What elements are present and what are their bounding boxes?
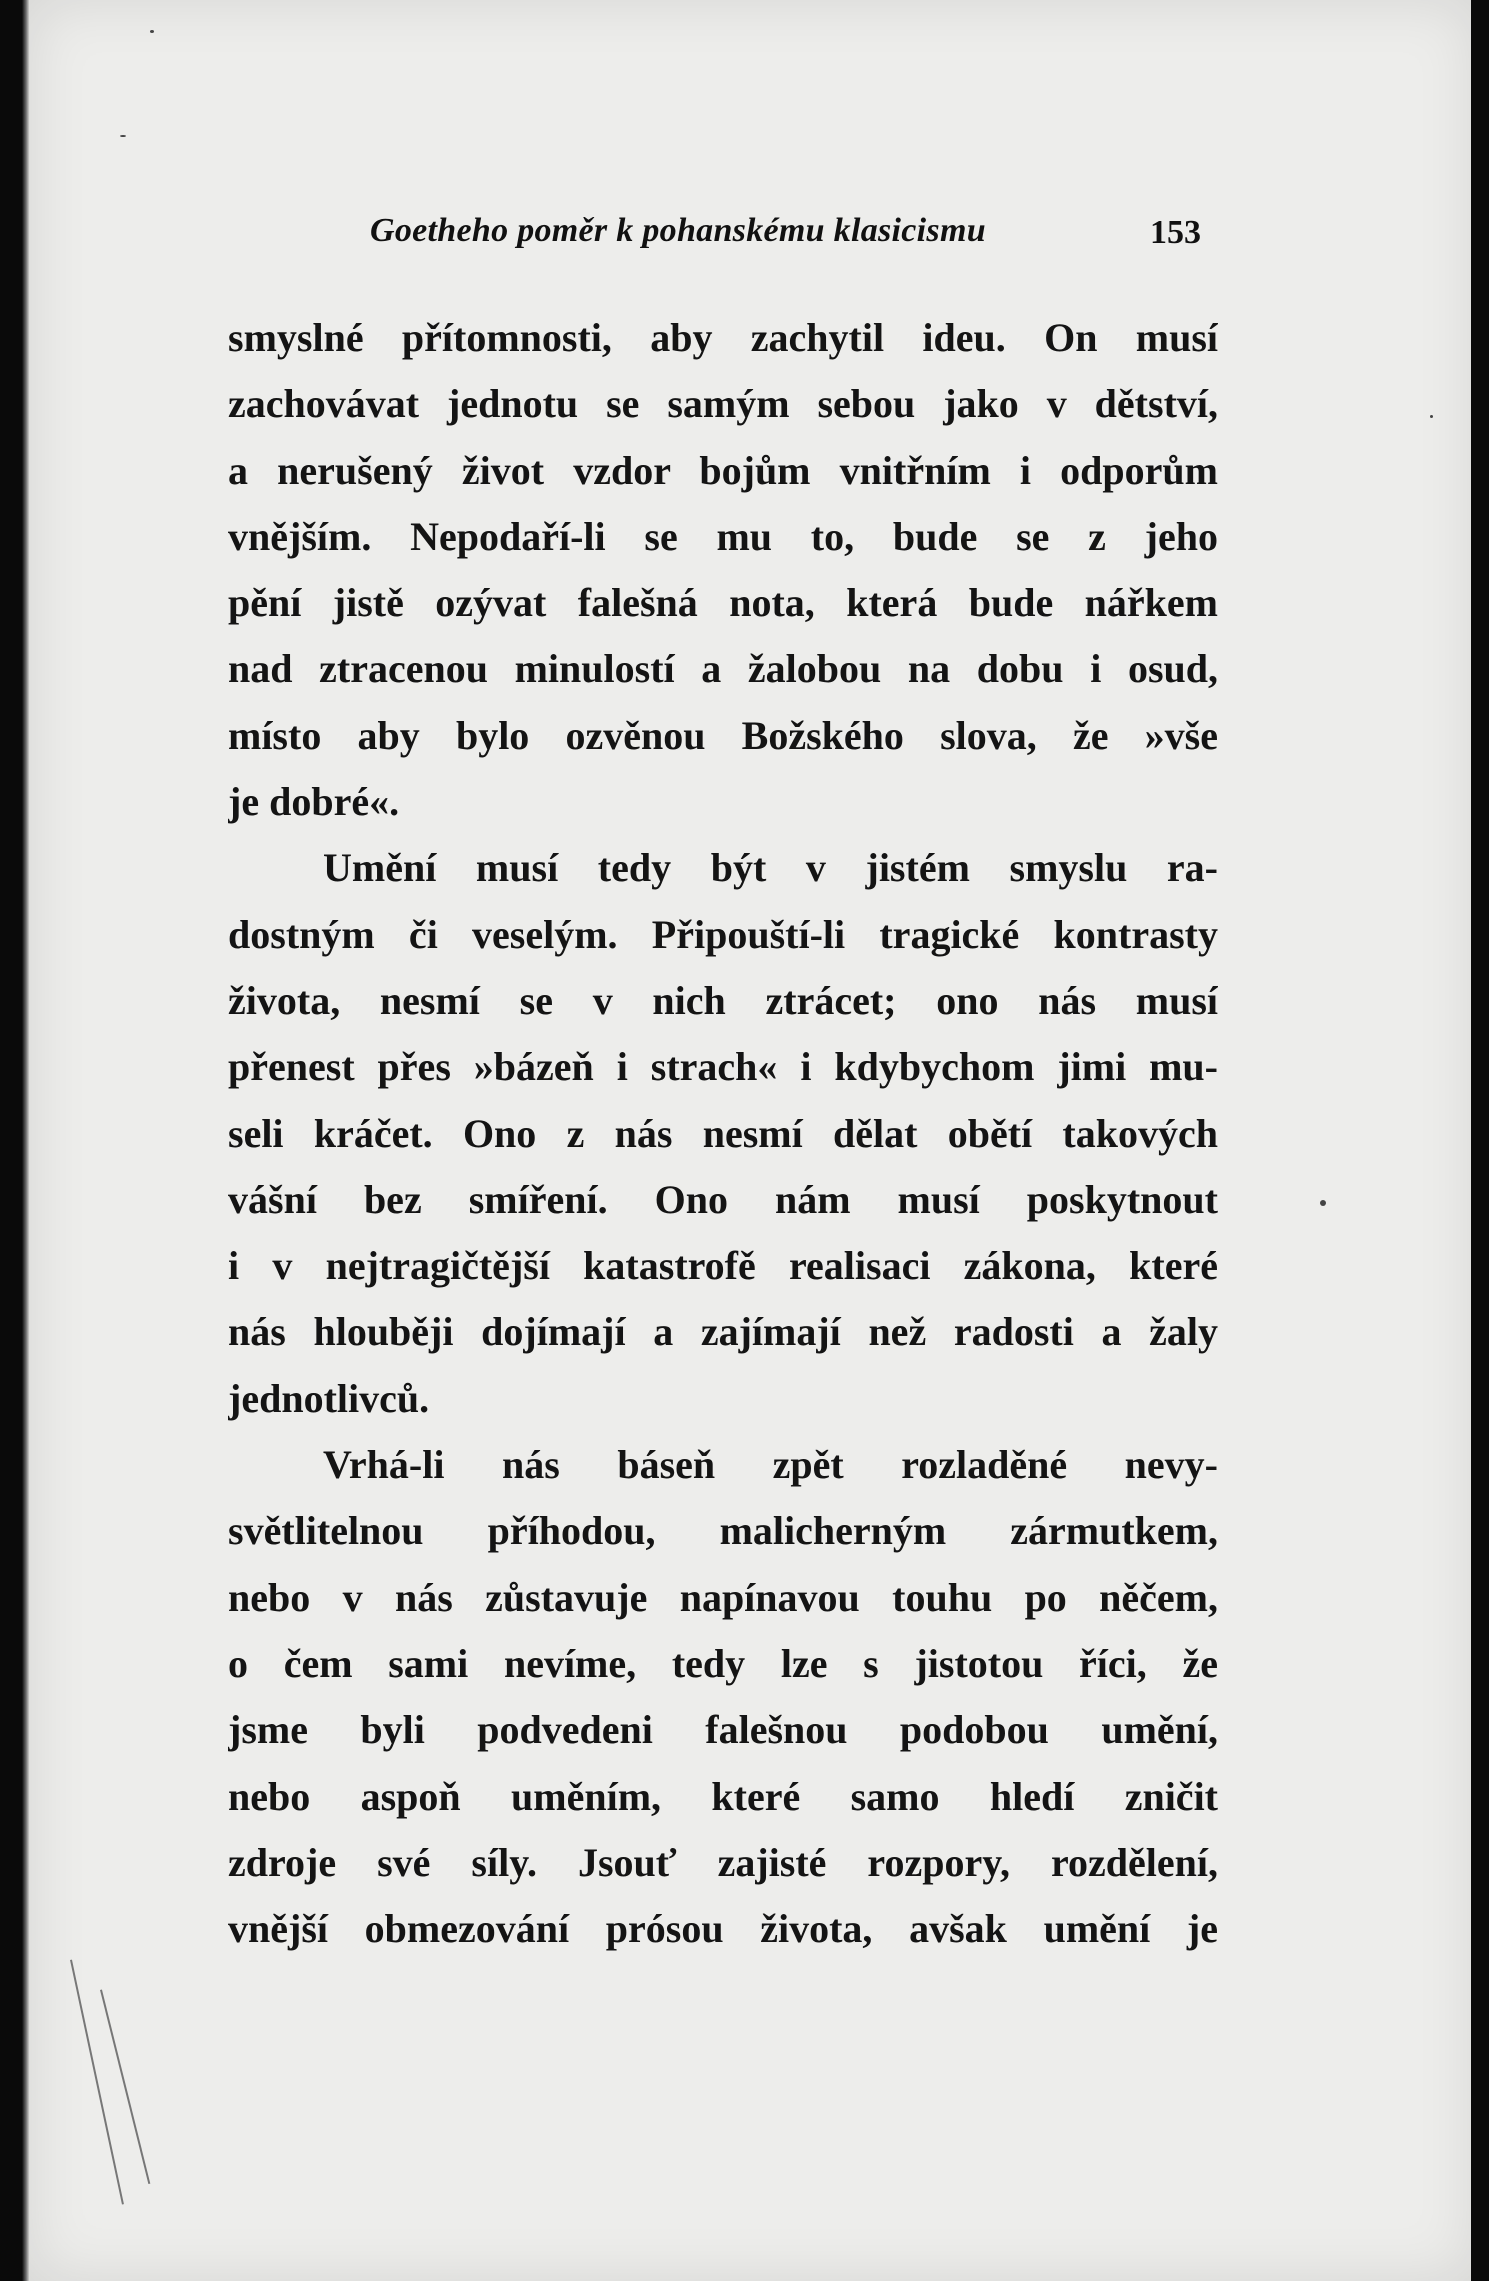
text-line: místo aby bylo ozvěnou Božského slova, že »vše xyxy=(228,712,1218,758)
text-line: smyslné přítomnosti, aby zachytil ideu. On musí xyxy=(228,315,1218,360)
text-line: nás hlouběji dojímají a zajímají než radosti a žaly xyxy=(228,1309,1218,1355)
body-text xyxy=(228,305,1218,1962)
scan-scratch xyxy=(100,1990,150,2185)
text-line: přenest přes »bázeň i strach« i kdybychom jimi mu- xyxy=(228,1044,1218,1090)
scan-speck xyxy=(150,30,154,33)
text-line: vnějším. Nepodaří-li se mu to, bude se z jeho xyxy=(228,513,1218,559)
scanned-page xyxy=(30,0,1475,2281)
scan-speck xyxy=(1430,415,1433,418)
text-line: seli kráčet. Ono z nás nesmí dělat obětí takových xyxy=(228,1110,1218,1156)
scan-speck xyxy=(120,135,126,137)
text-line: zdroje své síly. Jsouť zajisté rozpory, rozdělení, xyxy=(228,1839,1218,1885)
text-line: o čem sami nevíme, tedy lze s jistotou říci, že xyxy=(228,1640,1218,1686)
scan-speck xyxy=(1320,1200,1326,1206)
text-line: vášní bez smíření. Ono nám musí poskytnout xyxy=(228,1176,1218,1222)
text-line: zachovávat jednotu se samým sebou jako v dětství, xyxy=(228,381,1218,427)
text-line: pění jistě ozývat falešná nota, která bude nářkem xyxy=(228,580,1218,626)
text-line: světlitelnou příhodou, malicherným zármutkem, xyxy=(228,1508,1218,1554)
text-line: vnější obmezování prósou života, avšak umění je xyxy=(228,1906,1218,1952)
text-line: nebo v nás zůstavuje napínavou touhu po něčem, xyxy=(228,1574,1218,1620)
text-line: dostným či veselým. Připouští-li tragické kontrasty xyxy=(228,911,1218,957)
running-title: Goetheho poměr k pohanskému klasicismu xyxy=(370,212,986,249)
running-header xyxy=(30,212,1489,272)
left-page-edge xyxy=(0,0,30,2281)
text-line: a nerušený život vzdor bojům vnitřním i odporům xyxy=(228,447,1218,493)
page-number: 153 xyxy=(1150,214,1201,251)
text-line: Vrhá-li nás báseň zpět rozladěné nevy- xyxy=(323,1442,1218,1488)
right-page-edge xyxy=(1471,0,1489,2281)
text-line: je dobré«. xyxy=(228,779,400,825)
text-line: jsme byli podvedeni falešnou podobou umění, xyxy=(228,1707,1218,1753)
scan-scratch xyxy=(70,1960,124,2205)
text-line: i v nejtragičtější katastrofě realisaci zákona, které xyxy=(228,1243,1218,1289)
text-line: nebo aspoň uměním, které samo hledí zničit xyxy=(228,1773,1218,1819)
text-line: nad ztracenou minulostí a žalobou na dobu i osud, xyxy=(228,646,1218,692)
text-line: jednotlivců. xyxy=(228,1375,430,1421)
text-line: života, nesmí se v nich ztrácet; ono nás musí xyxy=(228,977,1218,1023)
text-line: Umění musí tedy být v jistém smyslu ra- xyxy=(323,845,1218,891)
